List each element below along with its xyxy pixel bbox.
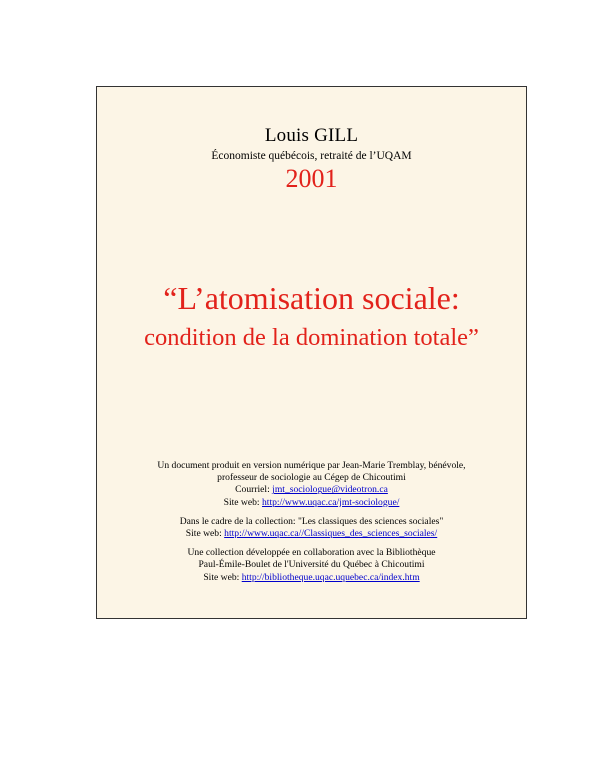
credits-block-2: [97, 516, 526, 540]
author-name: Louis GILL: [264, 125, 359, 146]
credits-producer-line: Un document produit en version numérique par Jean-Marie Tremblay, bénévole,: [157, 460, 466, 471]
collection-website-link[interactable]: http://www.uqac.ca//Classiques_des_sciences_sociales/: [224, 528, 438, 540]
library-line-1: Une collection développée en collaboration avec la Bibliothèque: [187, 547, 436, 559]
cover-page: [96, 86, 527, 619]
collection-website-prefix: Site web:: [185, 528, 225, 540]
collection-website-line: [97, 528, 526, 540]
library-website-line: [97, 572, 526, 584]
credits-block-3: [97, 547, 526, 584]
author-subtitle: Économiste québécois, retraité de l’UQAM: [211, 150, 412, 162]
website-prefix: Site web:: [223, 496, 262, 508]
library-website-link[interactable]: http://bibliotheque.uqac.uquebec.ca/index.htm: [241, 571, 420, 583]
library-website-prefix: Site web:: [203, 571, 242, 583]
credits-block-1: [97, 460, 526, 509]
collection-line: Dans le cadre de la collection: "Les classiques des sciences sociales": [179, 515, 444, 527]
credits-section: [97, 460, 526, 591]
publication-year: 2001: [285, 164, 338, 193]
email-link[interactable]: jmt_sociologue@videotron.ca: [272, 484, 388, 496]
title-line-2: condition de la domination totale”: [144, 324, 479, 351]
email-prefix: Courriel:: [235, 484, 273, 496]
credits-email-line: [97, 484, 526, 496]
website-link[interactable]: http://www.uqac.ca/jmt-sociologue/: [261, 496, 400, 508]
credits-website-line: [97, 497, 526, 509]
library-line-2: Paul-Émile-Boulet de l'Université du Québec à Chicoutimi: [198, 559, 425, 571]
title-line-1: “L’atomisation sociale:: [163, 280, 460, 316]
credits-professor-line: professeur de sociologie au Cégep de Chicoutimi: [217, 472, 406, 484]
